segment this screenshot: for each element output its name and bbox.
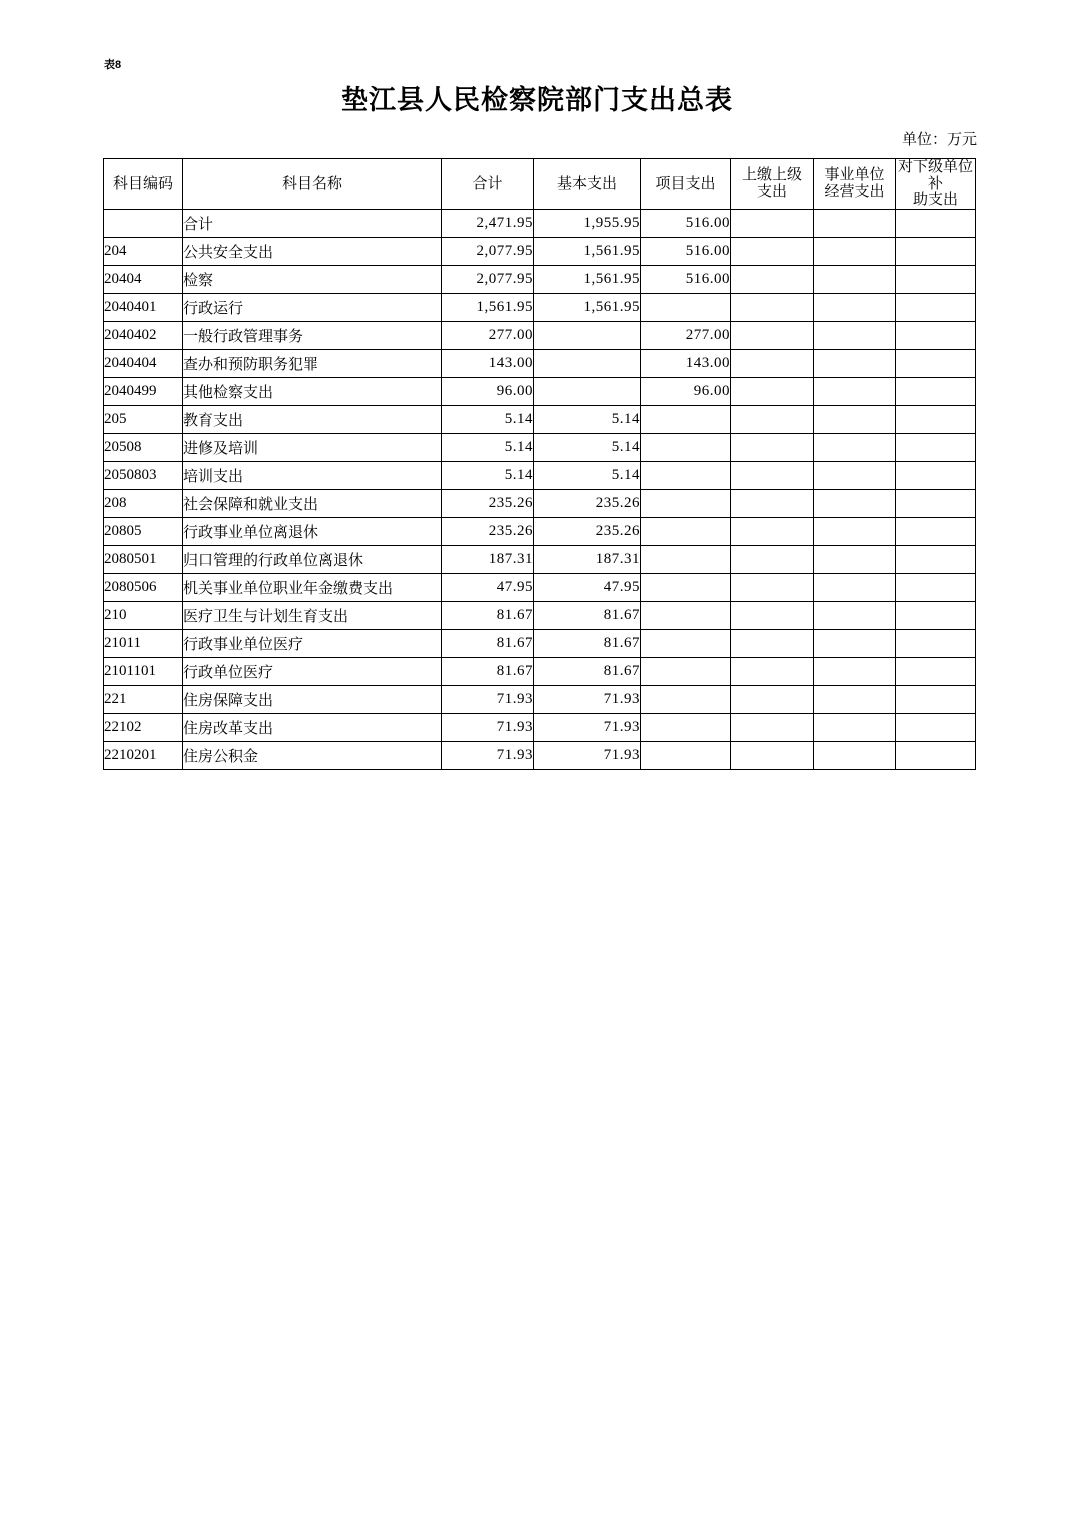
cell-subject-name: 机关事业单位职业年金缴费支出	[183, 573, 442, 601]
cell-total: 2,471.95	[442, 209, 534, 237]
cell-basic-expenditure	[534, 321, 641, 349]
cell-operating-expenditure	[814, 209, 896, 237]
cell-basic-expenditure: 187.31	[534, 545, 641, 573]
cell-subsidy-expenditure	[896, 237, 976, 265]
table-row	[104, 237, 976, 265]
cell-basic-expenditure	[534, 349, 641, 377]
cell-operating-expenditure	[814, 237, 896, 265]
cell-subject-name: 教育支出	[183, 405, 442, 433]
cell-subsidy-expenditure	[896, 433, 976, 461]
cell-subsidy-expenditure	[896, 629, 976, 657]
table-row	[104, 293, 976, 321]
cell-operating-expenditure	[814, 573, 896, 601]
table-row	[104, 461, 976, 489]
cell-upper-remit	[731, 293, 814, 321]
cell-basic-expenditure: 81.67	[534, 601, 641, 629]
cell-total: 2,077.95	[442, 237, 534, 265]
cell-total: 143.00	[442, 349, 534, 377]
cell-project-expenditure	[641, 713, 731, 741]
cell-code: 2080506	[104, 573, 183, 601]
cell-subject-name: 培训支出	[183, 461, 442, 489]
cell-code: 20805	[104, 517, 183, 545]
sheet-tag: 表8	[104, 59, 122, 71]
cell-upper-remit	[731, 209, 814, 237]
cell-total: 81.67	[442, 601, 534, 629]
cell-subject-name: 行政事业单位离退休	[183, 517, 442, 545]
cell-project-expenditure	[641, 433, 731, 461]
cell-code: 20508	[104, 433, 183, 461]
cell-project-expenditure	[641, 461, 731, 489]
cell-total: 235.26	[442, 517, 534, 545]
table-row	[104, 685, 976, 713]
cell-total: 2,077.95	[442, 265, 534, 293]
cell-basic-expenditure: 5.14	[534, 433, 641, 461]
column-header-subsidy-line1: 对下级单位补	[897, 159, 973, 192]
table-row	[104, 573, 976, 601]
cell-total: 277.00	[442, 321, 534, 349]
table-row	[104, 713, 976, 741]
unit-note: 单位：万元	[901, 132, 977, 148]
cell-subject-name: 查办和预防职务犯罪	[183, 349, 442, 377]
cell-code: 20404	[104, 265, 183, 293]
cell-subject-name: 合计	[183, 209, 442, 237]
cell-subject-name: 一般行政管理事务	[183, 321, 442, 349]
cell-operating-expenditure	[814, 713, 896, 741]
table-row	[104, 265, 976, 293]
cell-operating-expenditure	[814, 489, 896, 517]
cell-operating-expenditure	[814, 377, 896, 405]
cell-code: 2210201	[104, 741, 183, 769]
cell-upper-remit	[731, 741, 814, 769]
cell-basic-expenditure: 81.67	[534, 629, 641, 657]
expenditure-table-wrapper	[103, 158, 975, 770]
cell-project-expenditure	[641, 657, 731, 685]
cell-operating-expenditure	[814, 405, 896, 433]
cell-subject-name: 行政运行	[183, 293, 442, 321]
cell-project-expenditure: 516.00	[641, 209, 731, 237]
cell-subsidy-expenditure	[896, 349, 976, 377]
cell-subject-name: 医疗卫生与计划生育支出	[183, 601, 442, 629]
cell-total: 71.93	[442, 685, 534, 713]
cell-total: 5.14	[442, 461, 534, 489]
table-row	[104, 209, 976, 237]
cell-operating-expenditure	[814, 517, 896, 545]
cell-subsidy-expenditure	[896, 377, 976, 405]
cell-upper-remit	[731, 377, 814, 405]
cell-basic-expenditure: 71.93	[534, 713, 641, 741]
column-header-total: 合计	[442, 159, 534, 210]
cell-project-expenditure	[641, 517, 731, 545]
cell-upper-remit	[731, 573, 814, 601]
cell-code: 205	[104, 405, 183, 433]
cell-subject-name: 公共安全支出	[183, 237, 442, 265]
cell-operating-expenditure	[814, 293, 896, 321]
cell-operating-expenditure	[814, 741, 896, 769]
table-row	[104, 545, 976, 573]
cell-code: 2040402	[104, 321, 183, 349]
cell-code: 221	[104, 685, 183, 713]
cell-subsidy-expenditure	[896, 293, 976, 321]
column-header-code: 科目编码	[104, 159, 183, 210]
cell-subsidy-expenditure	[896, 713, 976, 741]
column-header-subsidy	[896, 159, 976, 210]
cell-subsidy-expenditure	[896, 657, 976, 685]
page-title: 垫江县人民检察院部门支出总表	[341, 85, 733, 115]
cell-project-expenditure	[641, 293, 731, 321]
column-header-operating-line1: 事业单位	[824, 167, 885, 184]
cell-project-expenditure	[641, 685, 731, 713]
cell-code: 204	[104, 237, 183, 265]
table-row	[104, 629, 976, 657]
cell-basic-expenditure: 235.26	[534, 517, 641, 545]
cell-subsidy-expenditure	[896, 461, 976, 489]
cell-operating-expenditure	[814, 321, 896, 349]
table-row	[104, 517, 976, 545]
cell-operating-expenditure	[814, 629, 896, 657]
cell-upper-remit	[731, 601, 814, 629]
column-header-basic: 基本支出	[534, 159, 641, 210]
cell-operating-expenditure	[814, 601, 896, 629]
cell-operating-expenditure	[814, 349, 896, 377]
cell-upper-remit	[731, 433, 814, 461]
cell-code: 2050803	[104, 461, 183, 489]
cell-total: 81.67	[442, 657, 534, 685]
cell-subject-name: 社会保障和就业支出	[183, 489, 442, 517]
table-header	[104, 159, 976, 210]
table-row	[104, 433, 976, 461]
column-header-project: 项目支出	[641, 159, 731, 210]
column-header-upper-remit-line2: 支出	[756, 183, 787, 200]
cell-subsidy-expenditure	[896, 265, 976, 293]
cell-subject-name: 住房改革支出	[183, 713, 442, 741]
cell-subject-name: 归口管理的行政单位离退休	[183, 545, 442, 573]
cell-subsidy-expenditure	[896, 489, 976, 517]
cell-code: 208	[104, 489, 183, 517]
cell-basic-expenditure: 5.14	[534, 405, 641, 433]
cell-subsidy-expenditure	[896, 321, 976, 349]
cell-subsidy-expenditure	[896, 741, 976, 769]
cell-upper-remit	[731, 489, 814, 517]
cell-basic-expenditure: 1,561.95	[534, 265, 641, 293]
cell-project-expenditure: 96.00	[641, 377, 731, 405]
cell-subsidy-expenditure	[896, 545, 976, 573]
cell-total: 235.26	[442, 489, 534, 517]
cell-total: 47.95	[442, 573, 534, 601]
cell-project-expenditure	[641, 405, 731, 433]
cell-upper-remit	[731, 545, 814, 573]
cell-operating-expenditure	[814, 265, 896, 293]
cell-project-expenditure: 516.00	[641, 265, 731, 293]
cell-upper-remit	[731, 657, 814, 685]
column-header-upper-remit-line1: 上缴上级	[741, 167, 802, 184]
cell-code: 22102	[104, 713, 183, 741]
cell-project-expenditure: 143.00	[641, 349, 731, 377]
cell-basic-expenditure: 47.95	[534, 573, 641, 601]
cell-project-expenditure	[641, 629, 731, 657]
cell-total: 71.93	[442, 741, 534, 769]
cell-operating-expenditure	[814, 461, 896, 489]
cell-subject-name: 其他检察支出	[183, 377, 442, 405]
column-header-upper-remit	[731, 159, 814, 210]
table-row	[104, 489, 976, 517]
cell-subsidy-expenditure	[896, 573, 976, 601]
cell-project-expenditure	[641, 573, 731, 601]
table-row	[104, 657, 976, 685]
cell-project-expenditure	[641, 545, 731, 573]
cell-upper-remit	[731, 461, 814, 489]
cell-upper-remit	[731, 321, 814, 349]
cell-subject-name: 行政事业单位医疗	[183, 629, 442, 657]
cell-subject-name: 行政单位医疗	[183, 657, 442, 685]
table-row	[104, 405, 976, 433]
cell-operating-expenditure	[814, 685, 896, 713]
cell-code: 2080501	[104, 545, 183, 573]
cell-total: 1,561.95	[442, 293, 534, 321]
cell-basic-expenditure: 1,955.95	[534, 209, 641, 237]
cell-upper-remit	[731, 405, 814, 433]
cell-project-expenditure	[641, 741, 731, 769]
cell-code	[104, 209, 183, 237]
cell-upper-remit	[731, 265, 814, 293]
column-header-subsidy-line2: 助支出	[912, 192, 958, 208]
cell-subject-name: 检察	[183, 265, 442, 293]
cell-total: 5.14	[442, 433, 534, 461]
table-row	[104, 601, 976, 629]
cell-upper-remit	[731, 237, 814, 265]
cell-project-expenditure	[641, 601, 731, 629]
column-header-name: 科目名称	[183, 159, 442, 210]
table-row	[104, 741, 976, 769]
cell-code: 2101101	[104, 657, 183, 685]
cell-basic-expenditure: 71.93	[534, 685, 641, 713]
cell-operating-expenditure	[814, 657, 896, 685]
cell-total: 5.14	[442, 405, 534, 433]
cell-total: 81.67	[442, 629, 534, 657]
cell-operating-expenditure	[814, 545, 896, 573]
cell-total: 71.93	[442, 713, 534, 741]
cell-upper-remit	[731, 685, 814, 713]
cell-basic-expenditure: 235.26	[534, 489, 641, 517]
cell-project-expenditure	[641, 489, 731, 517]
cell-basic-expenditure: 5.14	[534, 461, 641, 489]
cell-upper-remit	[731, 629, 814, 657]
cell-subsidy-expenditure	[896, 517, 976, 545]
cell-project-expenditure: 277.00	[641, 321, 731, 349]
cell-code: 2040404	[104, 349, 183, 377]
table-header-row	[104, 159, 976, 210]
cell-project-expenditure: 516.00	[641, 237, 731, 265]
cell-basic-expenditure	[534, 377, 641, 405]
cell-code: 21011	[104, 629, 183, 657]
cell-subsidy-expenditure	[896, 685, 976, 713]
cell-basic-expenditure: 1,561.95	[534, 293, 641, 321]
cell-basic-expenditure: 81.67	[534, 657, 641, 685]
expenditure-table	[103, 158, 976, 770]
cell-total: 187.31	[442, 545, 534, 573]
table-body	[104, 209, 976, 769]
cell-upper-remit	[731, 517, 814, 545]
cell-operating-expenditure	[814, 433, 896, 461]
column-header-operating-line2: 经营支出	[824, 183, 885, 200]
cell-upper-remit	[731, 713, 814, 741]
cell-basic-expenditure: 1,561.95	[534, 237, 641, 265]
cell-subsidy-expenditure	[896, 209, 976, 237]
cell-code: 2040499	[104, 377, 183, 405]
cell-code: 210	[104, 601, 183, 629]
cell-upper-remit	[731, 349, 814, 377]
cell-total: 96.00	[442, 377, 534, 405]
table-row	[104, 321, 976, 349]
cell-subsidy-expenditure	[896, 405, 976, 433]
cell-subject-name: 住房公积金	[183, 741, 442, 769]
table-row	[104, 377, 976, 405]
table-row	[104, 349, 976, 377]
cell-subject-name: 进修及培训	[183, 433, 442, 461]
cell-subsidy-expenditure	[896, 601, 976, 629]
cell-basic-expenditure: 71.93	[534, 741, 641, 769]
cell-subject-name: 住房保障支出	[183, 685, 442, 713]
cell-code: 2040401	[104, 293, 183, 321]
column-header-operating	[814, 159, 896, 210]
